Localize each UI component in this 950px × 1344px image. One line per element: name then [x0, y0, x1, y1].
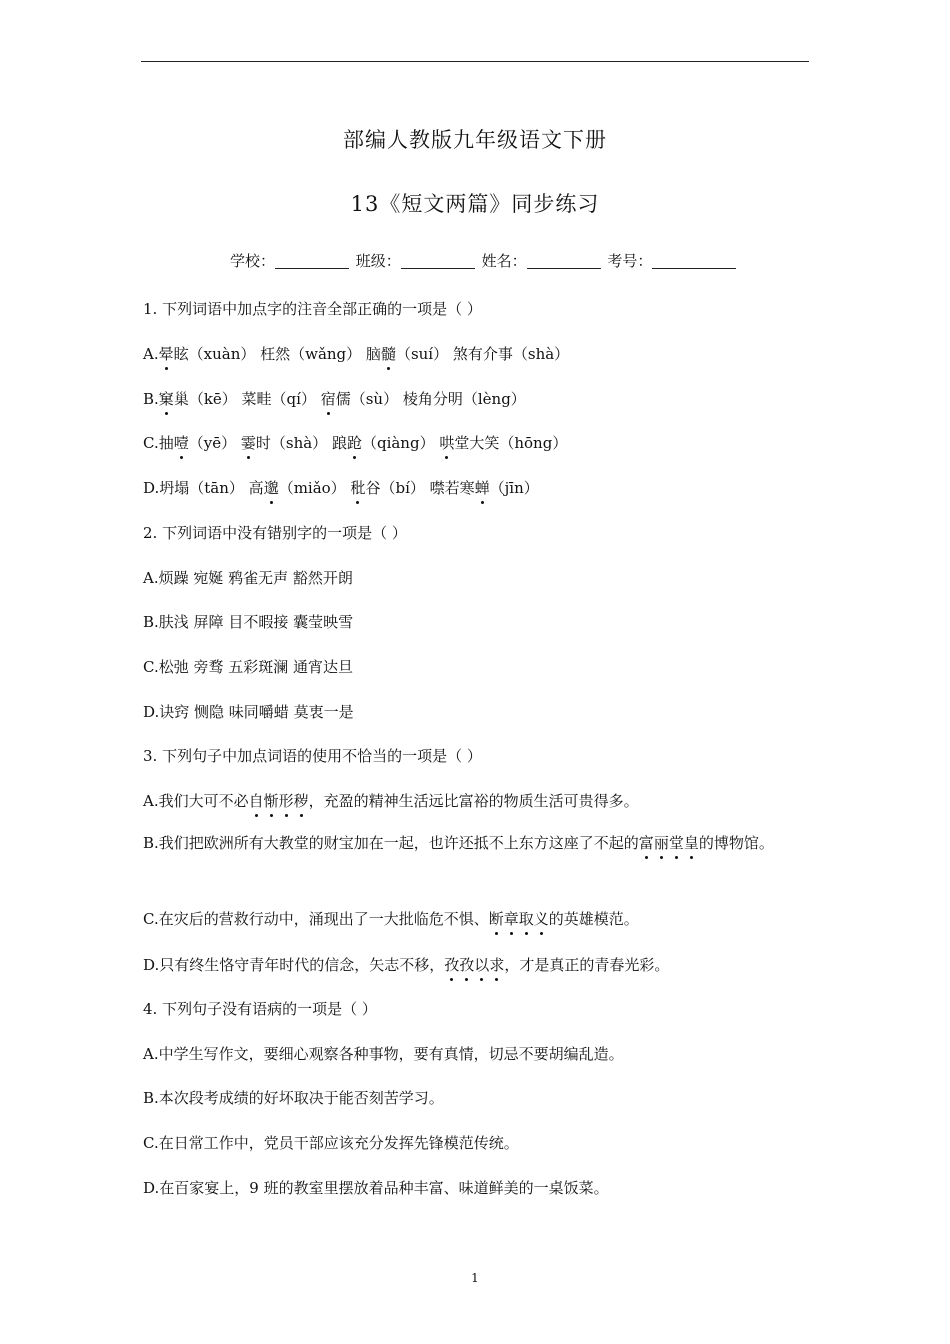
- student-info-row: [230, 250, 738, 271]
- q1-stem: 1. 下列词语中加点字的注音全部正确的一项是（ ）: [143, 300, 482, 318]
- q4-option-d: D.在百家宴上，9 班的教室里摆放着品种丰富、味道鲜美的一桌饭菜。: [143, 1179, 609, 1197]
- q1-option-c: C.抽噎（yē） 霎时（shà） 踉跄（qiàng） 哄堂大笑（hōng）: [143, 434, 568, 452]
- document-title: 部编人教版九年级语文下册: [343, 128, 607, 152]
- dotted-word: 孜孜以求: [444, 956, 505, 974]
- page-number: 1: [471, 1271, 479, 1285]
- header-rule: [141, 61, 809, 62]
- q3-option-b: B.我们把欧洲所有大教堂的财宝加在一起，也许还抵不上东方这座了不起的富丽堂皇的博物馆。: [143, 834, 774, 852]
- q3-stem: 3. 下列句子中加点词语的使用不恰当的一项是（ ）: [143, 747, 482, 765]
- dotted-word: 断章取义: [488, 910, 549, 928]
- q3-option-a: A.我们大可不必自惭形秽，充盈的精神生活远比富裕的物质生活可贵得多。: [143, 792, 639, 810]
- dotted-word: 富丽堂皇: [638, 834, 699, 852]
- class-blank[interactable]: [401, 252, 475, 269]
- q1-option-b: B.窠巢（kē） 菜畦（qí） 宿儒（sù） 棱角分明（lèng）: [143, 390, 526, 408]
- q4-option-a: A.中学生写作文，要细心观察各种事物，要有真情，切忌不要胡编乱造。: [143, 1045, 624, 1063]
- document-subtitle: 13《短文两篇》同步练习: [350, 192, 600, 216]
- school-blank[interactable]: [275, 252, 349, 269]
- name-label: 姓名：: [481, 252, 527, 270]
- q1-option-a: A.晕眩（xuàn） 枉然（wǎng） 脑髓（suí） 煞有介事（shà）: [143, 345, 570, 363]
- q3-option-d: D.只有终生恪守青年时代的信念，矢志不移，孜孜以求，才是真正的青春光彩。: [143, 956, 670, 974]
- q2-stem: 2. 下列词语中没有错别字的一项是（ ）: [143, 524, 407, 542]
- q2-option-d: D.诀窍 恻隐 味同嚼蜡 莫衷一是: [143, 703, 354, 721]
- q2-option-c: C.松弛 旁骛 五彩斑澜 通宵达旦: [143, 658, 354, 676]
- q4-stem: 4. 下列句子没有语病的一项是（ ）: [143, 1000, 377, 1018]
- q3-option-c: C.在灾后的营救行动中，涌现出了一大批临危不惧、断章取义的英雄模范。: [143, 910, 639, 928]
- q1-option-d: D.坍塌（tān） 高邈（miǎo） 秕谷（bí） 噤若寒蝉（jīn）: [143, 479, 539, 497]
- exam-no-label: 考号：: [607, 252, 653, 270]
- q4-option-b: B.本次段考成绩的好坏取决于能否刻苦学习。: [143, 1089, 444, 1107]
- name-blank[interactable]: [527, 252, 601, 269]
- q2-option-a: A.烦躁 宛娫 鸦雀无声 豁然开朗: [143, 569, 353, 587]
- dotted-word: 自惭形秽: [248, 792, 309, 810]
- q2-option-b: B.肤浅 屏障 目不暇接 囊莹映雪: [143, 613, 354, 631]
- exam-no-blank[interactable]: [652, 252, 736, 269]
- q4-option-c: C.在日常工作中，党员干部应该充分发挥先锋模范传统。: [143, 1134, 519, 1152]
- school-label: 学校：: [230, 252, 276, 270]
- class-label: 班级：: [355, 252, 401, 270]
